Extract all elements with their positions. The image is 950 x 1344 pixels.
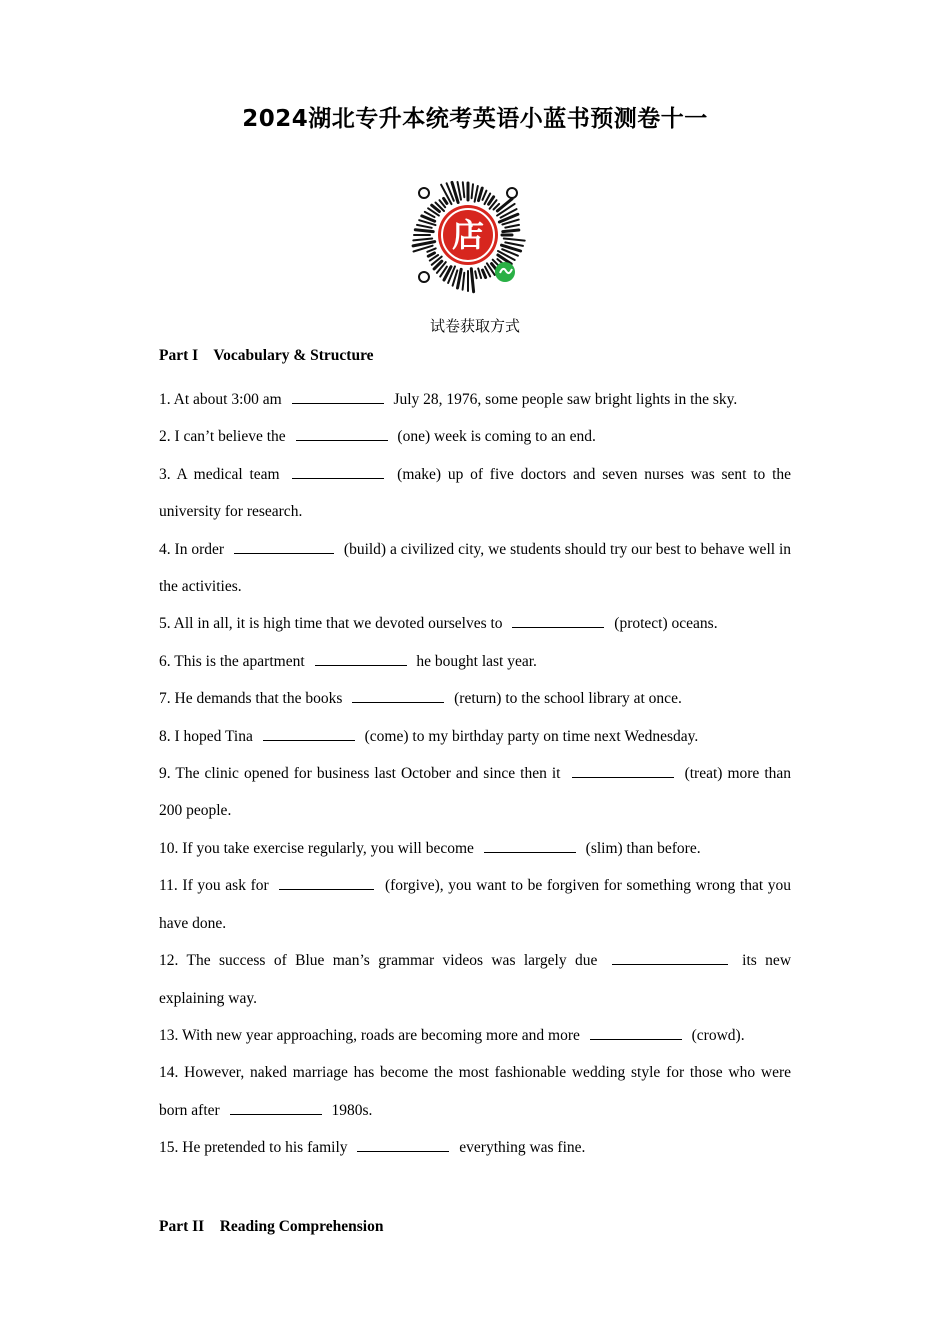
question-continuation: (treat) more than 200 people. <box>159 765 792 820</box>
question-continuation: (come) to my birthday party on time next Wednesday. <box>364 727 699 745</box>
question-prompt: 9. The clinic opened for business last October and since then it <box>159 765 561 783</box>
question-continuation: (one) week is coming to an end. <box>397 428 596 446</box>
question-item <box>159 456 791 531</box>
question-continuation: 1980s. <box>331 1101 373 1119</box>
page-title: 2024湖北专升本统考英语小蓝书预测卷十一 <box>242 106 708 132</box>
question-continuation: (protect) oceans. <box>614 615 718 633</box>
question-item <box>159 418 791 455</box>
question-prompt: 7. He demands that the books <box>159 690 343 708</box>
question-item <box>159 830 791 867</box>
question-prompt: 10. If you take exercise regularly, you will become <box>159 839 474 857</box>
answer-blank[interactable] <box>263 726 355 741</box>
answer-blank[interactable] <box>279 875 374 890</box>
question-prompt: 12. The success of Blue man’s grammar videos was largely due <box>159 952 598 970</box>
question-continuation: (build) a civilized city, we students should try our best to behave well in the activities. <box>159 540 792 596</box>
question-item <box>159 531 791 606</box>
mini-program-badge-icon <box>495 262 515 282</box>
answer-blank[interactable] <box>292 464 384 479</box>
store-icon: 店 <box>451 216 485 254</box>
question-continuation: (crowd). <box>691 1026 745 1044</box>
question-continuation: everything was fine. <box>459 1139 586 1157</box>
question-prompt: 2. I can’t believe the <box>159 428 286 446</box>
question-prompt: 1. At about 3:00 am <box>159 391 282 408</box>
answer-blank[interactable] <box>234 539 334 554</box>
question-item <box>159 942 791 1017</box>
question-prompt: 11. If you ask for <box>159 877 269 895</box>
qr-caption: 试卷获取方式 <box>429 317 520 335</box>
question-continuation: (return) to the school library at once. <box>454 690 682 708</box>
answer-blank[interactable] <box>230 1100 322 1115</box>
part1-heading: Part I Vocabulary & Structure <box>159 347 374 364</box>
answer-blank[interactable] <box>352 688 444 703</box>
question-continuation: its new explaining way. <box>159 952 792 1007</box>
question-item <box>159 1054 791 1129</box>
part2-heading: Part II Reading Comprehension <box>159 1218 384 1235</box>
answer-blank[interactable] <box>357 1137 449 1152</box>
question-prompt: 4. In order <box>159 540 225 558</box>
answer-blank[interactable] <box>572 763 674 778</box>
question-prompt: 13. With new year approaching, roads are becoming more and more <box>159 1026 580 1044</box>
answer-blank[interactable] <box>315 651 407 666</box>
question-continuation: he bought last year. <box>416 652 537 670</box>
question-continuation: (forgive), you want to be forgiven for something wrong that you have done. <box>159 877 792 932</box>
mini-program-qr-code[interactable] <box>408 177 528 297</box>
answer-blank[interactable] <box>292 389 384 404</box>
question-prompt: 3. A medical team <box>159 465 280 483</box>
question-item <box>159 867 791 942</box>
question-prompt: 15. He pretended to his family <box>159 1139 348 1157</box>
question-item <box>159 718 791 755</box>
answer-blank[interactable] <box>296 426 388 441</box>
question-item <box>159 1129 791 1166</box>
question-prompt: 8. I hoped Tina <box>159 727 253 745</box>
question-continuation: July 28, 1976, some people saw bright lights in the sky. <box>393 391 738 408</box>
question-continuation: (make) up of five doctors and seven nurses was sent to the university for research. <box>159 465 792 521</box>
question-prompt: 5. All in all, it is high time that we devoted ourselves to <box>159 615 503 633</box>
answer-blank[interactable] <box>484 838 576 853</box>
question-item <box>159 381 791 418</box>
question-continuation: (slim) than before. <box>585 839 701 857</box>
question-item <box>159 755 791 830</box>
answer-blank[interactable] <box>612 950 728 965</box>
question-item <box>159 1017 791 1054</box>
question-prompt: 6. This is the apartment <box>159 652 305 670</box>
question-item <box>159 680 791 717</box>
question-list <box>159 381 791 1167</box>
answer-blank[interactable] <box>590 1025 682 1040</box>
question-prompt: 14. However, naked marriage has become the most fashionable wedding style for those who were born after <box>159 1064 791 1119</box>
question-item <box>159 605 791 642</box>
question-item <box>159 643 791 680</box>
answer-blank[interactable] <box>512 613 604 628</box>
